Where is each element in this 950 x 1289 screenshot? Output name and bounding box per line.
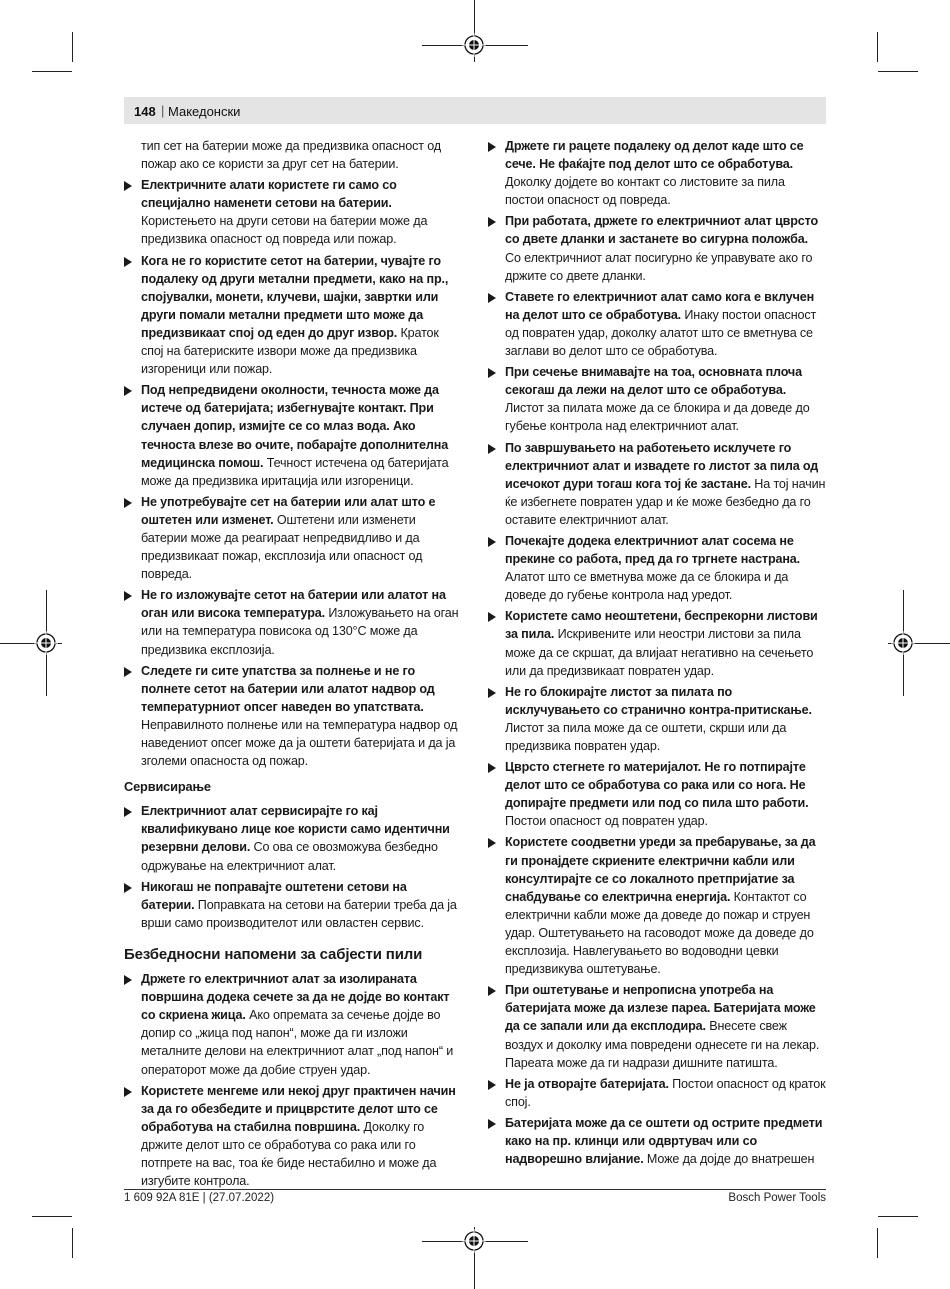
- bullet-triangle-icon: [488, 217, 496, 227]
- bullet-warning-text: Следете ги сите упатства за полнење и не го полнете сетот на батерии или алатот надвор од температурниот опсег наведен во упатствата.: [141, 663, 435, 714]
- bullet-explanation-text: Со електричниот алат посигурно ќе управувате ако го држите со двете дланки.: [505, 250, 813, 283]
- bullet-explanation-text: Течност истечена од батеријата може да предизвика иритација или изгореници.: [141, 455, 449, 488]
- footer-rule: [124, 1189, 826, 1190]
- bullet-item: [124, 1082, 462, 1191]
- bullet-explanation-text: Искривените или неостри листови за пила може да се скршат, да влијаат негативно на сечењето или да предизвикаат повратен удар.: [505, 627, 814, 678]
- left-column: [124, 137, 462, 1193]
- section-heading: Безбедносни напомени за сабјести пили: [124, 945, 423, 963]
- bullet-triangle-icon: [124, 386, 132, 396]
- bullet-item: [488, 439, 826, 529]
- bullet-explanation-text: На тој начин ќе избегнете повратен удар и ќе може безбедно да го оставите електричниот алат.: [505, 476, 826, 527]
- bullet-triangle-icon: [488, 1080, 496, 1090]
- header-separator: |: [161, 103, 165, 118]
- bullet-item: [488, 683, 826, 755]
- bullet-explanation-text: Листот за пилата може да се блокира и да доведе до губење контрола над електричниот алат.: [505, 401, 810, 434]
- bullet-triangle-icon: [124, 807, 132, 817]
- bullet-triangle-icon: [488, 368, 496, 378]
- items-b: [124, 802, 462, 932]
- bullet-item: [124, 381, 462, 490]
- crop-mark: [32, 71, 72, 72]
- bullet-warning-text: При оштетување и непрописна употреба на батеријата може да излезе пареа. Батеријата може да се запали или да експлодира.: [505, 983, 816, 1034]
- crop-mark: [72, 1228, 73, 1258]
- bullet-explanation-text: Со ова се овозможува безбедно одржување на електричниот алат.: [141, 840, 438, 873]
- bullet-explanation-text: Краток спој на батериските извори може да предизвика изгореници или пожар.: [141, 325, 439, 377]
- bullet-item: [124, 878, 462, 932]
- bullet-triangle-icon: [488, 1119, 496, 1129]
- bullet-warning-text: Кога не го користите сетот на батерии, чувајте го подалеку од други метални предмети, како на пр., спојувалки, монети, клучеви, шајки, завртки или други помали метални предмети што може да предизвикаат спој од еден до друг извор.: [141, 253, 449, 340]
- bullet-triangle-icon: [124, 1087, 132, 1097]
- bullet-warning-text: При сечење внимавајте на тоа, основната плоча секогаш да лежи на делот што се обработува.: [505, 365, 802, 398]
- bullet-triangle-icon: [488, 142, 496, 152]
- bullet-triangle-icon: [488, 444, 496, 454]
- footer-doc-id: 1 609 92A 81E | (27.07.2022): [124, 1192, 275, 1204]
- bullet-warning-text: Електричниот алат сервисирајте го кај квалификувано лице кое користи само идентични резервни делови.: [141, 804, 450, 855]
- bullet-item: [488, 137, 826, 209]
- bullet-item: [124, 802, 462, 874]
- registration-target-icon: [462, 33, 486, 57]
- bullet-item: [124, 662, 462, 771]
- crop-mark: [878, 71, 918, 72]
- bullet-item: [488, 363, 826, 435]
- bullet-explanation-text: Постои опасност од краток спој.: [505, 1076, 826, 1109]
- registration-target-icon: [34, 631, 58, 655]
- bullet-item: [488, 981, 826, 1071]
- bullet-explanation-text: Ако опремата за сечење дојде во допир со „жица под напон“, може да ги изложи металните делови на електричниот алат „под напон“ и операторот може да добие струен удар.: [141, 1008, 454, 1077]
- bullet-triangle-icon: [124, 591, 132, 601]
- footer-brand: Bosch Power Tools: [728, 1192, 826, 1204]
- bullet-explanation-text: Изложувањето на оган или на температура повисока од 130°C може да предизвика експлозија.: [141, 606, 459, 657]
- crop-mark: [878, 1216, 918, 1217]
- bullet-warning-text: Почекајте додека електричниот алат сосема не прекине со работа, пред да го тргнете настрана.: [505, 533, 801, 567]
- bullet-warning-text: При работата, држете го електричниот алат цврсто со двете дланки и застанете во сигурна положба.: [505, 214, 819, 247]
- bullet-triangle-icon: [488, 763, 496, 773]
- bullet-warning-text: Никогаш не поправајте оштетени сетови на батерии.: [141, 879, 407, 912]
- bullet-explanation-text: Доколку дојдете во контакт со листовите за пила постои опасност од повреда.: [505, 175, 785, 208]
- right-column: [488, 137, 826, 1171]
- bullet-item: [124, 586, 462, 658]
- items-a: [124, 176, 462, 770]
- bullet-item: [124, 252, 462, 379]
- registration-target-icon: [891, 631, 915, 655]
- bullet-item: [124, 493, 462, 583]
- bullet-triangle-icon: [124, 181, 132, 191]
- bullet-item: [488, 1075, 826, 1111]
- crop-mark: [877, 1228, 878, 1258]
- bullet-item: [488, 833, 826, 978]
- bullet-item: [488, 532, 826, 604]
- bullet-triangle-icon: [488, 838, 496, 848]
- section-subheading: Сервисирање: [124, 779, 211, 795]
- bullet-explanation-text: Доколку го држите делот што се обработува со рака или го потпрете на вас, тоа ќе биде нестабилно и може да изгубите контрола.: [141, 1119, 437, 1189]
- bullet-warning-text: Користете менгеме или некој друг практичен начин за да го обезбедите и прицврстите делот што се обработува на стабилна површина.: [141, 1083, 456, 1134]
- bullet-item: [124, 970, 462, 1079]
- crop-mark: [32, 1216, 72, 1217]
- bullet-triangle-icon: [488, 688, 496, 698]
- bullet-warning-text: Не ја отворајте батеријата.: [505, 1076, 669, 1091]
- bullet-warning-text: Под непредвидени околности, течноста може да истече од батеријата; избегнувајте контакт. При случаен допир, измијте се со млаз вода. Ако течноста влезе во очите, побарајте дополнителна медицинска помош.: [141, 383, 449, 470]
- bullet-triangle-icon: [124, 667, 132, 677]
- bullet-item: [488, 288, 826, 360]
- bullet-item: [124, 176, 462, 248]
- crop-mark: [877, 32, 878, 62]
- bullet-explanation-text: Користењето на други сетови на батерии може да предизвика опасност од повреда или пожар.: [141, 214, 428, 247]
- bullet-triangle-icon: [124, 257, 132, 267]
- bullet-item: [488, 758, 826, 830]
- bullet-warning-text: Електричните алати користете ги само со специјално наменети сетови на батерии.: [141, 178, 397, 211]
- bullet-triangle-icon: [488, 537, 496, 547]
- bullet-warning-text: Батеријата може да се оштети од острите предмети како на пр. клинци или одвртувач или со надворешно влијание.: [505, 1115, 823, 1167]
- registration-target-icon: [462, 1229, 486, 1253]
- bullet-explanation-text: Контактот со електрични кабли може да доведе до пожар и струен удар. Оштетувањето на гасоводот може да доведе до експлозија. Навлегувањето во водоводни цевки предизвикува оштетување.: [505, 889, 814, 977]
- bullet-warning-text: Држете го електричниот алат за изолираната површина додека сечете за да не дојде во контакт со скриена жица.: [141, 972, 450, 1023]
- bullet-warning-text: Користете само неоштетени, беспрекорни листови за пила.: [505, 609, 818, 642]
- bullet-explanation-text: Алатот што се вметнува може да се блокира и да доведе до губење контрола над уредот.: [505, 570, 789, 603]
- bullet-warning-text: Не го блокирајте листот за пилата по исклучувањето со странично контра-притискање.: [505, 684, 812, 717]
- bullet-triangle-icon: [124, 883, 132, 893]
- page-number: 148: [134, 104, 156, 119]
- bullet-explanation-text: Може да дојде до внатрешен: [643, 1152, 815, 1167]
- bullet-warning-text: Ставете го електричниот алат само кога е вклучен на делот што се обработува.: [505, 289, 815, 322]
- continued-paragraph: тип сет на батерии може да предизвика опасност од пожар ако се користи за друг сет на батерии.: [141, 139, 441, 172]
- bullet-warning-text: Не употребувајте сет на батерии или алат што е оштетен или изменет.: [141, 494, 436, 527]
- bullet-warning-text: Држете ги рацете подалеку од делот каде што се сече. Не фаќајте под делот што се обработува.: [505, 139, 804, 172]
- bullet-explanation-text: Внесете свеж воздух и доколку има повредени однесете ги на лекар. Пареата може да ги надрази дишните патишта.: [505, 1019, 820, 1070]
- items-right: [488, 137, 826, 1168]
- bullet-triangle-icon: [488, 986, 496, 996]
- items-c: [124, 970, 462, 1190]
- bullet-triangle-icon: [124, 498, 132, 508]
- bullet-explanation-text: Неправилното полнење или на температура надвор од наведениот опсег може да ја оштети батеријата и да ја зголеми опасноста од пожар.: [141, 717, 458, 769]
- bullet-explanation-text: Листот за пила може да се оштети, скрши или да предизвика повратен удар.: [505, 720, 787, 753]
- bullet-item: [488, 212, 826, 284]
- bullet-triangle-icon: [124, 975, 132, 985]
- bullet-item: [488, 1114, 826, 1168]
- bullet-explanation-text: Постои опасност од повратен удар.: [505, 814, 708, 829]
- bullet-warning-text: Не го изложувајте сетот на батерии или алатот на оган или висока температура.: [141, 588, 446, 621]
- bullet-explanation-text: Инаку постои опасност од повратен удар, доколку алатот што се вметнува се заглави во делот што се обработува.: [505, 307, 817, 359]
- header-language: Македонски: [168, 104, 241, 119]
- bullet-item: [488, 607, 826, 679]
- crop-mark: [72, 32, 73, 62]
- bullet-warning-text: По завршувањето на работењето исклучете го електричниот алат и извадете го листот за пила од исечокот дури тогаш кога тој ќе застане.: [505, 440, 819, 491]
- bullet-warning-text: Користете соодветни уреди за пребарување, за да ги пронајдете скриените електрични кабли или консултирајте се со локалното претпријатие за снабдување со електрична енергија.: [505, 835, 816, 904]
- bullet-triangle-icon: [488, 612, 496, 622]
- bullet-explanation-text: Поправката на сетови на батерии треба да ја врши само производителот или овластен сервис.: [141, 897, 457, 930]
- bullet-triangle-icon: [488, 293, 496, 303]
- bullet-explanation-text: Оштетени или изменети батерии може да реагираат непредвидливо и да предизвикаат пожар, експлозија или опасност од повреда.: [141, 512, 423, 582]
- bullet-warning-text: Цврсто стегнете го материјалот. Не го потпирајте делот што се обработува со рака или со нога. Не допирајте предмети или под со пила што работи.: [505, 760, 809, 811]
